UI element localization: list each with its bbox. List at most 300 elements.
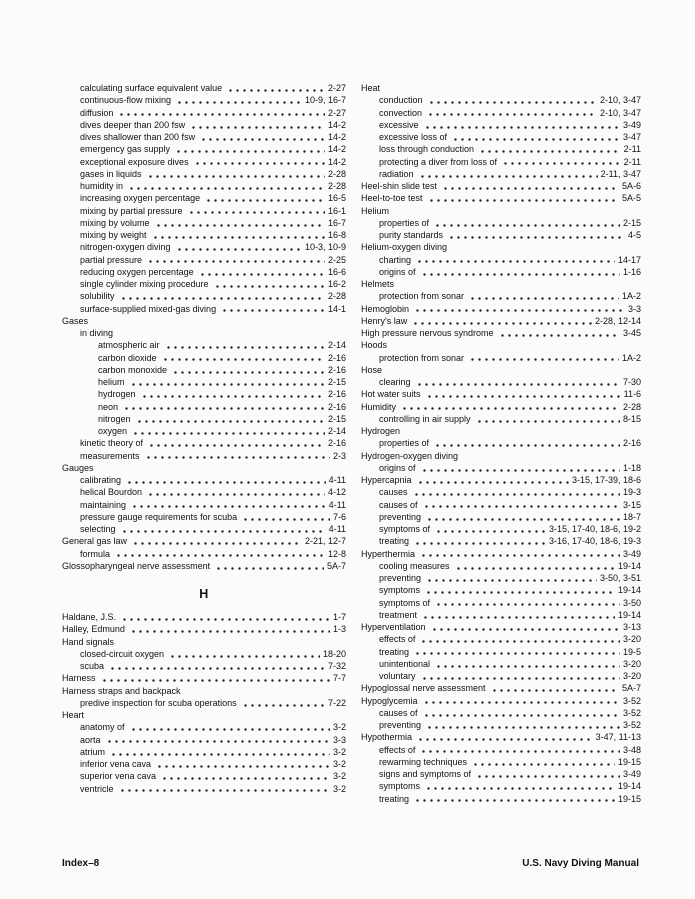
entry-text: Heel-shin slide test (361, 181, 438, 191)
entry-page-number: 3-52 (622, 707, 641, 718)
index-entry (62, 388, 346, 400)
index-entry (361, 168, 641, 180)
entry-text: dives deeper than 200 fsw (80, 119, 186, 130)
entry-page-number: 2-16 (622, 438, 641, 449)
dot-leader (173, 143, 325, 155)
index-entry (361, 217, 641, 229)
entry-page-number: 2-21, 12-7 (304, 536, 346, 547)
dot-leader (118, 290, 325, 302)
entry-page-number: 19-3 (622, 487, 641, 498)
footer-index-page-label: Index–8 (62, 858, 100, 869)
entry-text: nitrogen-oxygen diving (80, 242, 171, 253)
index-entry (361, 535, 641, 547)
index-entry (62, 623, 346, 635)
index-entry (62, 401, 346, 413)
entry-text: High pressure nervous syndrome (361, 328, 494, 338)
index-heading (361, 425, 641, 437)
dot-leader (186, 205, 325, 217)
index-entry (62, 486, 346, 498)
entry-page-number: 16-1 (327, 205, 346, 216)
dot-leader (432, 217, 620, 229)
entry-page-number: 7-7 (332, 673, 346, 684)
dot-leader (433, 658, 620, 670)
entry-text: symptoms of (379, 524, 431, 534)
index-entry (62, 648, 346, 660)
entry-page-number: 3-20 (622, 671, 641, 681)
entry-page-number: 2-11, 3-47 (600, 168, 641, 179)
entry-text: excessive loss of (379, 132, 448, 142)
entry-text: voluntary (379, 671, 416, 681)
entry-text: reducing oxygen percentage (80, 266, 194, 277)
index-entry (62, 241, 346, 253)
dot-leader (412, 303, 625, 315)
entry-page-number: 16-5 (327, 193, 346, 204)
index-entry (62, 450, 346, 462)
index-entry (361, 499, 641, 511)
index-column-right (361, 82, 641, 805)
index-entry (62, 523, 346, 535)
index-entry (361, 462, 641, 474)
entry-page-number: 2-10, 3-47 (599, 107, 641, 118)
index-entry (62, 425, 346, 437)
entry-text: treating (379, 646, 410, 657)
entry-page-number: 3-13 (622, 622, 641, 632)
index-entry (361, 560, 641, 572)
index-entry (62, 746, 346, 758)
index-entry (361, 670, 641, 682)
entry-text: Hyperthermia (361, 548, 416, 559)
entry-page-number: 2-16 (327, 401, 346, 412)
index-entry (361, 254, 641, 266)
entry-text: dives shallower than 200 fsw (80, 132, 196, 142)
entry-page-number: 3-2 (332, 759, 346, 769)
index-heading (361, 364, 641, 376)
dot-leader (424, 511, 620, 523)
dot-leader (412, 535, 546, 547)
entry-page-number: 3-16, 17-40, 18-6, 19-3 (548, 536, 641, 547)
dot-leader (426, 94, 597, 106)
entry-text: protection from sonar (379, 352, 465, 363)
index-entry (361, 707, 641, 719)
index-entry (361, 486, 641, 498)
entry-text: purity standards (379, 230, 444, 240)
dot-leader (429, 621, 620, 633)
dot-leader (145, 486, 325, 498)
index-entry (361, 646, 641, 658)
index-columns (62, 82, 641, 805)
dot-leader (467, 290, 619, 302)
entry-page-number: 3-20 (622, 658, 641, 669)
dot-leader (411, 486, 620, 498)
entry-text: rewarming techniques (379, 756, 468, 767)
index-entry (62, 511, 346, 523)
dot-leader (188, 119, 325, 131)
dot-leader (421, 695, 620, 707)
entry-page-number: 19-14 (617, 585, 641, 596)
entry-page-number: 3-2 (332, 771, 346, 782)
entry-text: Heat (361, 83, 381, 93)
entry-page-number: 4-11 (328, 475, 346, 485)
dot-leader (119, 611, 330, 623)
dot-leader (497, 327, 620, 339)
entry-text: preventing (379, 511, 422, 522)
dot-leader (134, 413, 325, 425)
index-entry (62, 143, 346, 155)
index-entry (62, 660, 346, 672)
index-entry (361, 107, 641, 119)
index-entry (361, 156, 641, 168)
entry-page-number: 7-6 (332, 511, 346, 522)
entry-page-number: 8-15 (622, 413, 641, 424)
dot-leader (414, 254, 615, 266)
entry-text: ventricle (80, 783, 114, 794)
entry-text: Hydrogen-oxygen diving (361, 450, 459, 461)
dot-leader (130, 535, 302, 547)
entry-text: loss through conduction (379, 144, 475, 155)
entry-text: solubility (80, 291, 115, 302)
entry-text: mixing by weight (80, 230, 147, 240)
index-entry (62, 229, 346, 241)
entry-page-number: 18-7 (622, 511, 641, 522)
entry-page-number: 4-11 (328, 499, 346, 510)
entry-text: oxygen (98, 426, 128, 436)
index-entry (62, 721, 346, 733)
entry-page-number: 2-14 (327, 340, 346, 351)
entry-text: preventing (379, 573, 422, 583)
dot-leader (240, 511, 330, 523)
entry-text: nitrogen (98, 413, 131, 424)
entry-text: properties of (379, 438, 430, 449)
entry-page-number: 2-28 (622, 401, 641, 412)
entry-text: calculating surface equivalent value (80, 83, 223, 93)
dot-leader (477, 143, 621, 155)
entry-text: Helmets (361, 279, 395, 289)
entry-page-number: 2-15 (622, 217, 641, 228)
dot-leader (412, 793, 615, 805)
entry-page-number: 1-3 (332, 624, 346, 635)
index-entry (361, 401, 641, 413)
entry-page-number: 16-7 (327, 217, 346, 228)
entry-page-number: 14-2 (327, 119, 346, 130)
entry-page-number: 7-22 (327, 697, 346, 708)
entry-page-number: 14-2 (327, 144, 346, 155)
entry-page-number: 2-28 (327, 168, 346, 179)
index-entry (361, 192, 641, 204)
dot-leader (203, 192, 325, 204)
index-entry (361, 315, 641, 327)
entry-page-number: 19-15 (617, 756, 641, 767)
entry-text: signs and symptoms of (379, 769, 472, 779)
dot-leader (423, 780, 615, 792)
entry-page-number: 19-15 (617, 793, 641, 804)
dot-leader (145, 168, 325, 180)
entry-text: Heel-to-toe test (361, 193, 423, 204)
dot-leader (419, 266, 620, 278)
entry-page-number: 11-6 (623, 389, 641, 400)
index-entry (62, 770, 346, 782)
index-entry (361, 327, 641, 339)
index-entry (361, 131, 641, 143)
entry-text: Hand signals (62, 636, 115, 647)
dot-leader (410, 315, 592, 327)
entry-text: protecting a diver from loss of (379, 156, 498, 167)
entry-text: Hypothermia (361, 732, 413, 743)
dot-leader (474, 413, 620, 425)
entry-page-number: 2-11 (623, 156, 641, 167)
index-heading (361, 339, 641, 351)
index-entry (62, 364, 346, 376)
index-entry (62, 205, 346, 217)
dot-leader (113, 548, 325, 560)
entry-page-number: 19-5 (622, 646, 641, 657)
entry-text: conduction (379, 95, 423, 106)
entry-page-number: 2-28 (327, 181, 346, 191)
entry-text: inferior vena cava (80, 759, 152, 769)
entry-text: aorta (80, 734, 101, 745)
dot-leader (130, 425, 325, 437)
entry-page-number: 7-30 (622, 377, 641, 387)
entry-text: humidity in (80, 181, 124, 191)
index-entry (361, 621, 641, 633)
dot-leader (197, 266, 325, 278)
dot-leader (446, 229, 625, 241)
dot-leader (421, 499, 620, 511)
index-entry (62, 560, 346, 572)
index-entry (62, 413, 346, 425)
index-entry (361, 548, 641, 560)
entry-text: symptoms (379, 781, 421, 792)
index-entry (361, 584, 641, 596)
index-entry (62, 697, 346, 709)
entry-text: Hyperventilation (361, 622, 426, 632)
entry-text: Helium (361, 205, 390, 216)
dot-leader (139, 388, 325, 400)
entry-text: maintaining (80, 499, 127, 510)
index-entry (62, 94, 346, 106)
entry-text: carbon dioxide (98, 352, 157, 363)
entry-text: Henry's law (361, 315, 408, 326)
entry-page-number: 3-47, 11-13 (595, 732, 641, 743)
entry-page-number: 2-28, 12-14 (594, 315, 641, 326)
entry-text: diffusion (80, 107, 114, 118)
dot-leader (143, 450, 330, 462)
entry-page-number: 2-25 (327, 254, 346, 265)
entry-text: causes of (379, 499, 418, 510)
entry-page-number: 3-48 (622, 744, 641, 755)
entry-page-number: 3-3 (627, 303, 641, 314)
index-entry (62, 290, 346, 302)
index-entry (361, 780, 641, 792)
entry-text: treating (379, 536, 410, 547)
entry-text: increasing oxygen percentage (80, 193, 201, 204)
entry-text: General gas law (62, 536, 128, 547)
entry-text: continuous-flow mixing (80, 95, 172, 106)
entry-page-number: 19-14 (617, 560, 641, 571)
index-entry (361, 94, 641, 106)
dot-leader (433, 597, 620, 609)
index-entry (62, 474, 346, 486)
index-heading (361, 205, 641, 217)
entry-page-number: 3-49 (622, 548, 641, 559)
dot-leader (423, 584, 615, 596)
entry-page-number: 2-16 (327, 389, 346, 400)
index-entry (361, 756, 641, 768)
entry-page-number: 2-27 (327, 83, 346, 93)
dot-leader (174, 94, 302, 106)
entry-text: Hydrogen (361, 426, 401, 436)
entry-page-number: 2-11 (623, 144, 641, 155)
index-heading (361, 278, 641, 290)
entry-page-number: 2-10, 3-47 (599, 95, 641, 106)
dot-leader (219, 303, 325, 315)
dot-leader (160, 352, 325, 364)
entry-page-number: 10-3, 10-9 (304, 242, 346, 253)
entry-text: radiation (379, 168, 414, 179)
section-letter-heading: H (199, 587, 209, 601)
entry-page-number: 3-52 (622, 695, 641, 706)
index-entry (62, 254, 346, 266)
dot-leader (414, 376, 620, 388)
entry-text: Hemoglobin (361, 303, 410, 314)
index-entry (62, 131, 346, 143)
entry-text: measurements (80, 450, 140, 461)
entry-text: neon (98, 401, 119, 412)
index-entry (361, 793, 641, 805)
dot-leader (453, 560, 615, 572)
entry-text: single cylinder mixing procedure (80, 279, 209, 289)
entry-text: origins of (379, 462, 416, 473)
index-heading (62, 685, 346, 697)
index-entry (361, 523, 641, 535)
index-entry (361, 376, 641, 388)
index-entry (361, 719, 641, 731)
dot-leader (124, 474, 326, 486)
index-entry (62, 783, 346, 795)
entry-text: closed-circuit oxygen (80, 648, 165, 659)
entry-text: calibrating (80, 475, 122, 485)
index-entry (361, 437, 641, 449)
entry-text: causes of (379, 707, 418, 718)
entry-text: cooling measures (379, 560, 450, 571)
entry-page-number: 2-3 (332, 450, 346, 461)
entry-text: selecting (80, 524, 116, 534)
entry-page-number: 3-2 (332, 783, 346, 794)
entry-page-number: 5A-7 (621, 683, 641, 694)
entry-text: properties of (379, 217, 430, 228)
dot-leader (433, 523, 546, 535)
page-footer (62, 858, 639, 869)
entry-text: predive inspection for scuba operations (80, 697, 237, 708)
entry-text: preventing (379, 720, 422, 730)
index-entry (62, 535, 346, 547)
entry-page-number: 1A-2 (621, 291, 641, 302)
entry-text: exceptional exposure dives (80, 156, 189, 167)
entry-text: protection from sonar (379, 291, 465, 302)
entry-text: Hypercapnia (361, 475, 412, 485)
entry-text: treatment (379, 609, 418, 620)
dot-leader (121, 401, 325, 413)
dot-leader (129, 499, 326, 511)
dot-leader (212, 278, 325, 290)
entry-text: Glossopharyngeal nerve assessment (62, 560, 211, 571)
dot-leader (417, 168, 598, 180)
dot-leader (126, 180, 325, 192)
entry-page-number: 3-52 (622, 720, 641, 730)
entry-page-number: 7-32 (327, 661, 346, 671)
index-entry (361, 695, 641, 707)
dot-leader (450, 131, 620, 143)
entry-text: Haldane, J.S. (62, 612, 117, 622)
dot-leader (150, 229, 325, 241)
dot-leader (159, 770, 330, 782)
dot-leader (424, 572, 597, 584)
entry-page-number: 19-14 (617, 781, 641, 792)
index-entry (361, 609, 641, 621)
entry-page-number: 4-5 (627, 230, 641, 240)
dot-leader (420, 609, 615, 621)
entry-page-number: 3-15, 17-40, 18-6, 19-2 (548, 524, 641, 534)
entry-page-number: 4-12 (327, 487, 346, 498)
entry-page-number: 16-2 (327, 279, 346, 289)
entry-text: Heart (62, 710, 85, 720)
dot-leader (426, 192, 619, 204)
index-entry (62, 734, 346, 746)
entry-page-number: 2-15 (327, 413, 346, 424)
entry-text: Gauges (62, 462, 94, 473)
index-entry (361, 229, 641, 241)
index-entry (361, 143, 641, 155)
entry-text: convection (379, 107, 423, 118)
entry-text: Harness straps and backpack (62, 685, 181, 696)
dot-leader (432, 437, 620, 449)
dot-leader (104, 734, 330, 746)
entry-text: anatomy of (80, 722, 125, 733)
entry-page-number: 2-16 (327, 364, 346, 375)
index-entry (62, 107, 346, 119)
entry-page-number: 14-17 (617, 254, 641, 265)
index-heading (62, 709, 346, 721)
index-entry (361, 768, 641, 780)
dot-leader (145, 254, 325, 266)
entry-text: Harness (62, 673, 96, 684)
index-entry (62, 82, 346, 94)
dot-leader (128, 623, 330, 635)
dot-leader (174, 241, 302, 253)
entry-page-number: 14-1 (327, 303, 346, 314)
entry-text: symptoms (379, 585, 421, 596)
entry-text: formula (80, 548, 111, 559)
entry-text: pressure gauge requirements for scuba (80, 511, 238, 522)
entry-text: Hose (361, 364, 383, 375)
entry-text: atrium (80, 746, 106, 757)
dot-leader (163, 339, 325, 351)
index-entry (361, 658, 641, 670)
index-entry (361, 572, 641, 584)
entry-text: carbon monoxide (98, 364, 168, 375)
dot-leader (119, 523, 326, 535)
index-heading (62, 462, 346, 474)
entry-page-number: 5A-5 (621, 193, 641, 204)
entry-page-number: 12-8 (327, 548, 346, 559)
entry-text: Hot water suits (361, 389, 421, 400)
index-entry (361, 119, 641, 131)
entry-page-number: 5A-7 (326, 560, 346, 571)
entry-page-number: 2-28 (327, 291, 346, 302)
entry-page-number: 3-49 (622, 119, 641, 130)
entry-text: effects of (379, 634, 416, 645)
dot-leader (213, 560, 324, 572)
index-entry (361, 682, 641, 694)
